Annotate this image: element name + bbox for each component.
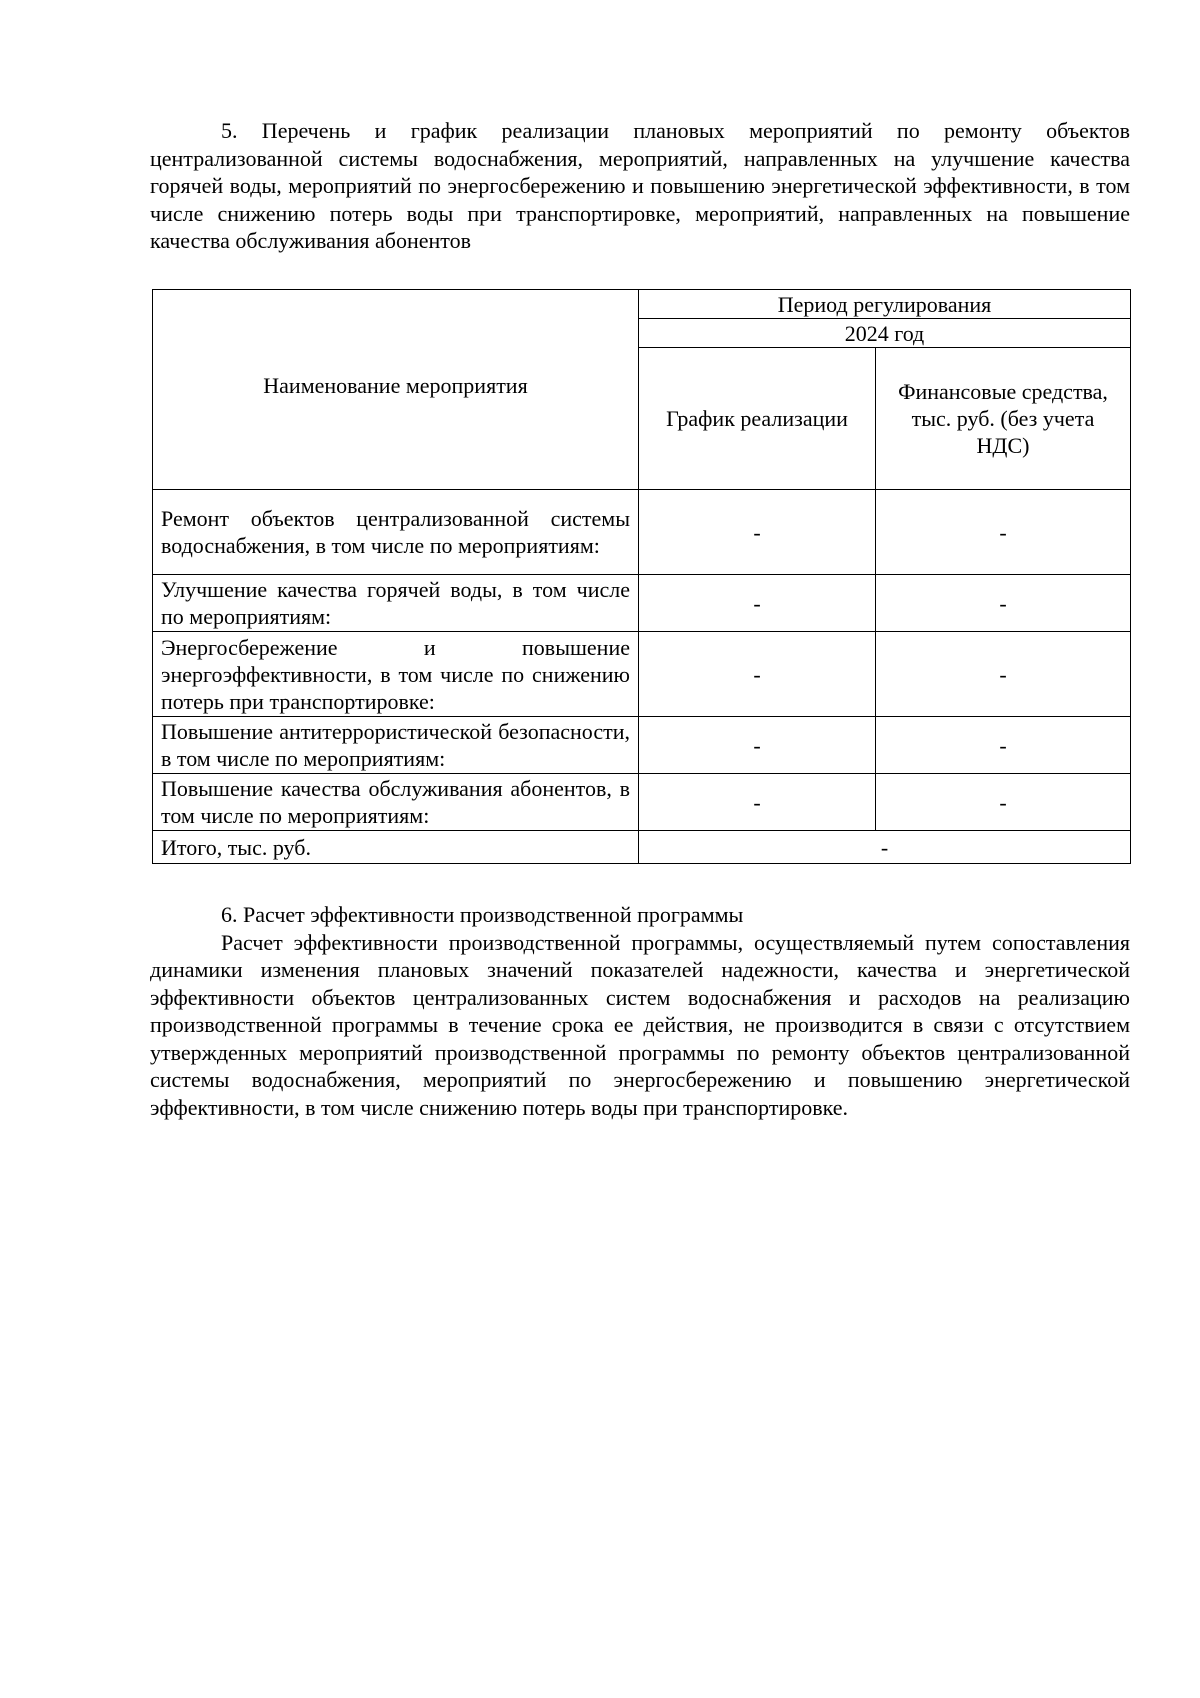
table-row — [153, 575, 1131, 632]
total-value: - — [639, 831, 1131, 864]
row-finance: - — [876, 490, 1131, 575]
table-row — [153, 717, 1131, 774]
table-row — [153, 490, 1131, 575]
table-row — [153, 632, 1131, 717]
row-schedule: - — [639, 717, 876, 774]
row-finance: - — [876, 575, 1131, 632]
row-name: Повышение качества обслуживания абонентов, в том числе по мероприятиям: — [153, 774, 639, 831]
section-6-body: Расчет эффективности производственной программы, осуществляемый путем сопоставления динамики изменения плановых значений показателей надежности, качества и энергетической эффективности объектов централизованных систем водоснабжения и расходов на реализацию производственной программы в течение срока ее действия, не производится в связи с отсутствием утвержденных мероприятий производственной программы по ремонту объектов централизованной системы водоснабжения, мероприятий по энергосбережению и повышению энергетической эффективности, в том числе снижению потерь воды при транспортировке. — [150, 929, 1130, 1120]
row-schedule: - — [639, 490, 876, 575]
row-schedule: - — [639, 632, 876, 717]
section-5-heading: 5. Перечень и график реализации плановых мероприятий по ремонту объектов централизованной системы водоснабжения, мероприятий, направленных на улучшение качества горячей воды, мероприятий по энергосбережению и повышению энергетической эффективности, в том числе снижению потерь воды при транспортировке, мероприятий, направленных на повышение качества обслуживания абонентов — [150, 118, 1130, 253]
row-schedule: - — [639, 774, 876, 831]
row-schedule: - — [639, 575, 876, 632]
section-6 — [150, 901, 1130, 1121]
header-period: Период регулирования — [639, 290, 1131, 319]
total-label: Итого, тыс. руб. — [153, 831, 639, 864]
table-header-row — [153, 290, 1131, 319]
measures-table — [152, 289, 1131, 864]
row-name: Улучшение качества горячей воды, в том числе по мероприятиям: — [153, 575, 639, 632]
header-name: Наименование мероприятия — [153, 290, 639, 490]
section-5 — [150, 117, 1130, 255]
row-finance: - — [876, 774, 1131, 831]
table-total-row — [153, 831, 1131, 864]
section-6-heading: 6. Расчет эффективности производственной программы — [221, 902, 744, 927]
header-finance: Финансовые средства, тыс. руб. (без учета НДС) — [876, 348, 1131, 490]
table-row — [153, 774, 1131, 831]
row-name: Повышение антитеррористической безопасности, в том числе по мероприятиям: — [153, 717, 639, 774]
header-schedule: График реализации — [639, 348, 876, 490]
row-name: Энергосбережение и повышение энергоэффективности, в том числе по снижению потерь при транспортировке: — [153, 632, 639, 717]
row-finance: - — [876, 632, 1131, 717]
header-year: 2024 год — [639, 319, 1131, 348]
row-finance: - — [876, 717, 1131, 774]
row-name: Ремонт объектов централизованной системы водоснабжения, в том числе по мероприятиям: — [153, 490, 639, 575]
